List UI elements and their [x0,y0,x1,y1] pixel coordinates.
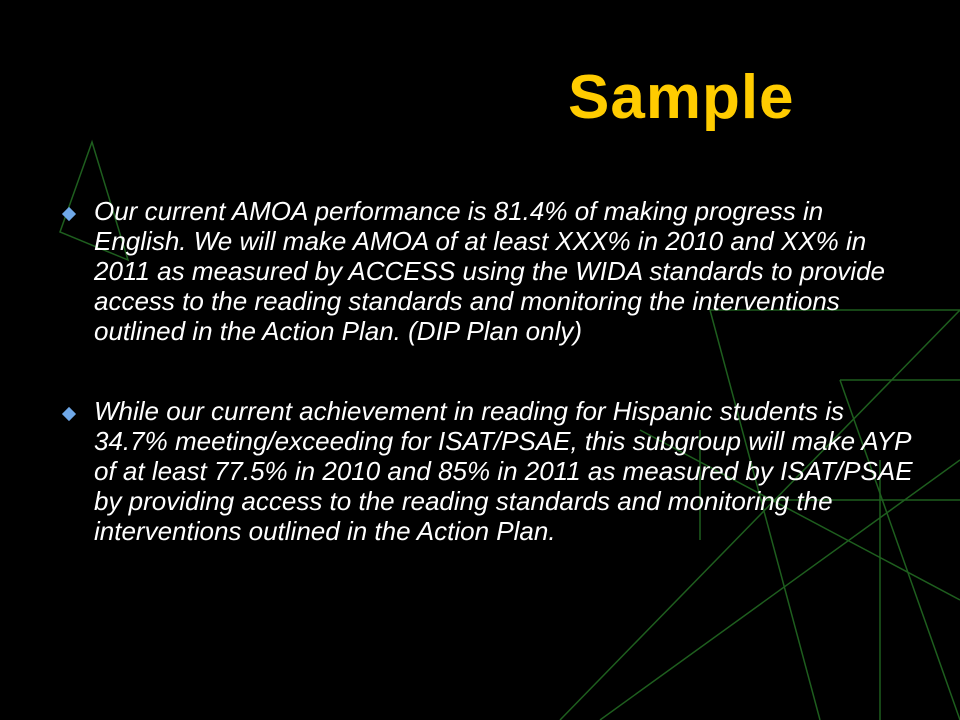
bullet-text: While our current achievement in reading for Hispanic students is 34.7% meeting/exceeding for ISAT/PSAE, this subgroup will make AYP of at least 77.5% in 2010 and 85% in 2011 as measured by ISAT/PSAE by providing access to the reading standards and monitoring the interventions outlined in the Action Plan. [94,396,913,546]
bullet-text: Our current AMOA performance is 81.4% of making progress in English. We will make AMOA of at least XXX% in 2010 and XX% in 2011 as measured by ACCESS using the WIDA standards to provide access to the reading standards and monitoring the interventions outlined in the Action Plan. (DIP Plan only) [94,196,885,346]
bullet-item [62,396,922,546]
diamond-bullet-icon [62,207,76,221]
bullet-list [62,196,922,596]
diamond-bullet-icon [62,407,76,421]
bullet-item [62,196,922,346]
slide-title: Sample [568,63,795,132]
